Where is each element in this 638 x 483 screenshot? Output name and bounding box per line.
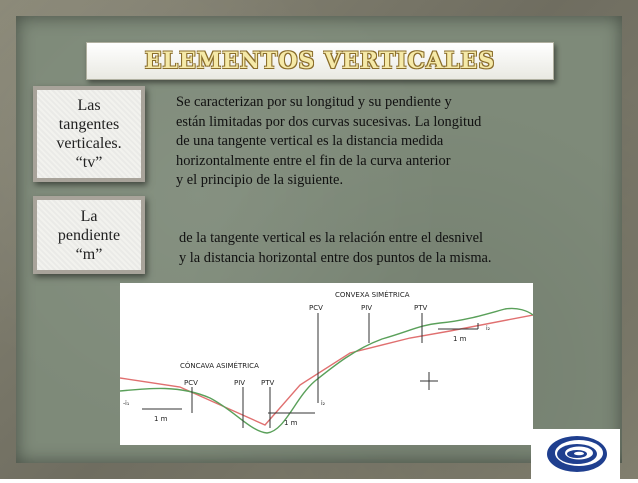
pendiente-description — [179, 229, 492, 268]
paragraph-line: están limitadas por dos curvas sucesivas. La longitud — [176, 113, 482, 130]
box2-line: pendiente — [57, 226, 121, 244]
pcv-top-label: PCV — [309, 304, 323, 312]
piv-bottom-label: PIV — [234, 379, 246, 387]
tangentes-description — [176, 93, 481, 191]
paragraph-line: Se caracterizan por su longitud y su pendiente y — [176, 94, 452, 110]
pcv-bottom-label: PCV — [184, 379, 198, 387]
piv-top-label: PIV — [361, 304, 373, 312]
paragraph-line: horizontalmente entre el fin de la curva anterior — [176, 152, 451, 169]
curves-svg — [120, 283, 533, 445]
slide-title: ELEMENTOS VERTICALES — [144, 48, 496, 74]
vertical-curves-diagram — [120, 283, 533, 445]
box2-line: La — [80, 207, 98, 225]
paragraph-line: de la tangente vertical es la relación entre el desnivel — [179, 230, 484, 246]
ptv-bottom-label: PTV — [261, 379, 275, 387]
ptv-top-label: PTV — [414, 304, 428, 312]
box1-line: tangentes — [58, 116, 120, 133]
pendiente-box — [33, 196, 145, 274]
institution-logo — [531, 429, 620, 479]
box1-line: verticales. — [56, 135, 122, 152]
m-mid-label: 1 m — [284, 419, 298, 427]
concava-label: CÓNCAVA ASIMÉTRICA — [180, 362, 259, 370]
logo-icon — [531, 429, 620, 479]
box2-line: “m” — [75, 245, 103, 263]
tangentes-verticales-box — [33, 86, 145, 182]
m-right-label: 1 m — [453, 335, 467, 343]
title-bar — [86, 42, 554, 80]
box1-line: Las — [77, 97, 101, 114]
convexa-label: CONVEXA SIMÉTRICA — [335, 291, 410, 299]
paragraph-line: y la distancia horizontal entre dos puntos de la misma. — [179, 249, 492, 266]
i2b-label: i₂ — [321, 400, 326, 407]
i1-label: -i₁ — [123, 400, 130, 407]
m-left-label: 1 m — [154, 415, 168, 423]
box1-line: “tv” — [75, 154, 103, 171]
i2-label: i₂ — [486, 325, 491, 332]
paragraph-line: de una tangente vertical es la distancia medida — [176, 133, 444, 149]
paragraph-line: y el principio de la siguiente. — [176, 172, 344, 188]
